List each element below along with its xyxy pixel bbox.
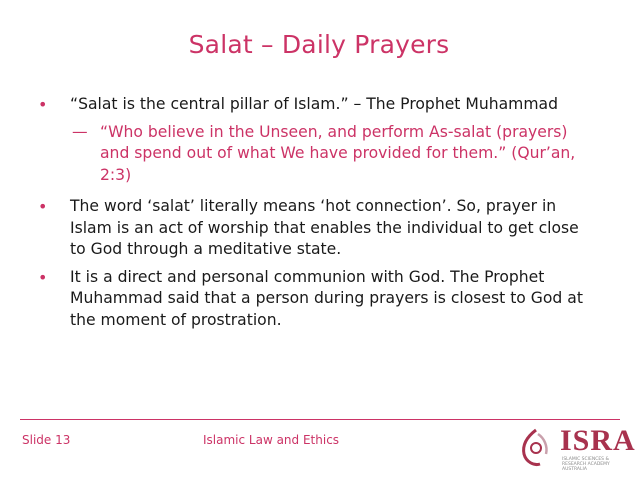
logo-wordmark: ISRA (560, 424, 636, 457)
bullet-icon: • (38, 197, 48, 216)
sub-bullet-item (38, 122, 598, 187)
slide-title: Salat – Daily Prayers (188, 30, 450, 59)
slide-content (38, 94, 598, 337)
bullet-icon: • (38, 95, 48, 114)
bullet-text: The word ‘salat’ literally means ‘hot connection’. So, prayer in Islam is an act of worship that enables the individual to get close to God through a meditative state. (70, 197, 579, 258)
bullet-item (38, 196, 598, 261)
dash-icon: — (72, 122, 88, 141)
bullet-text: “Salat is the central pillar of Islam.” – The Prophet Muhammad (70, 95, 558, 113)
footer-divider (20, 419, 620, 420)
logo-subtitle: ISLAMIC SCIENCES & RESEARCH ACADEMY AUSTRALIA (562, 457, 610, 472)
footer-course-title: Islamic Law and Ethics (203, 433, 340, 447)
bullet-item (38, 94, 598, 116)
sub-bullet-text: “Who believe in the Unseen, and perform As-salat (prayers) and spend out of what We have provided for them.” (Qur’an, 2:3) (100, 122, 576, 184)
isra-logo-mark-icon (514, 426, 558, 470)
isra-logo (514, 424, 636, 474)
slide-number: Slide 13 (22, 433, 71, 447)
bullet-item (38, 267, 598, 332)
bullet-text: It is a direct and personal communion with God. The Prophet Muhammad said that a person during prayers is closest to God at the moment of prostration. (70, 267, 583, 329)
bullet-icon: • (38, 267, 48, 287)
